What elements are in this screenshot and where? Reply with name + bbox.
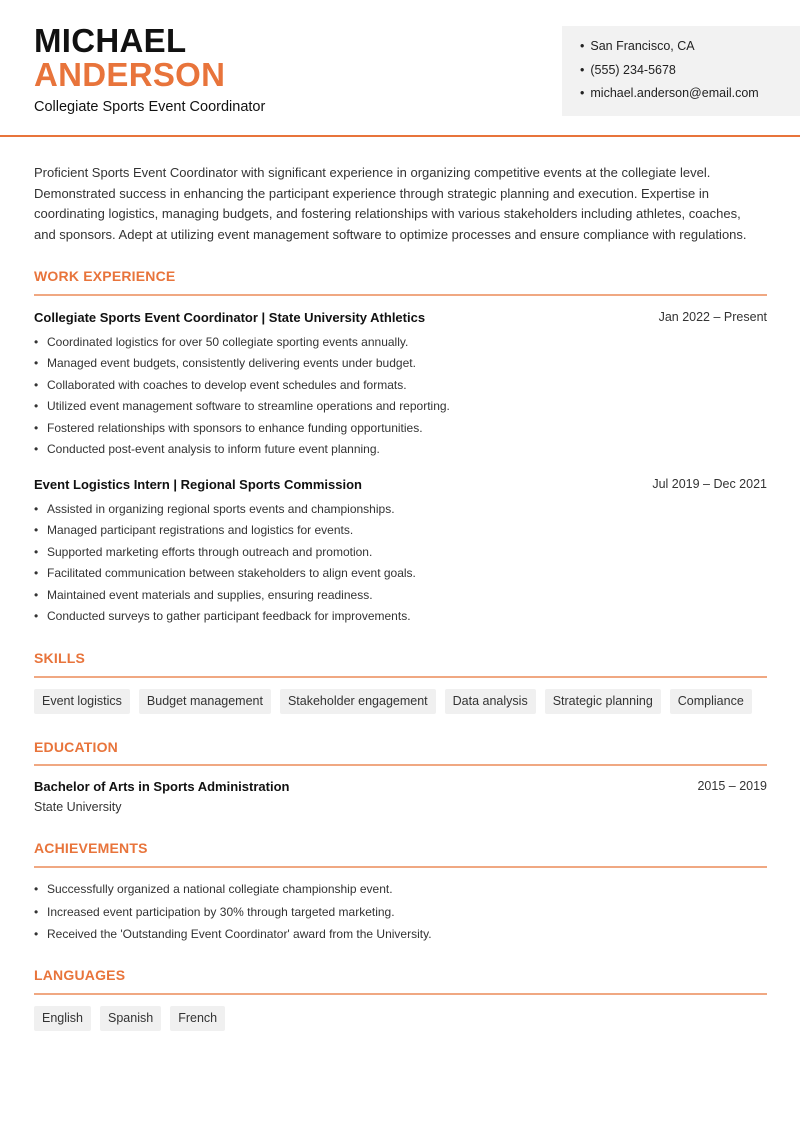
list-item: • Conducted surveys to gather participant feedback for improvements. <box>34 606 416 627</box>
education-school: State University <box>34 800 122 814</box>
section-divider <box>34 993 767 995</box>
contact-box <box>562 26 800 116</box>
skill-tag: Stakeholder engagement <box>280 689 436 714</box>
list-item: • Managed event budgets, consistently delivering events under budget. <box>34 353 450 374</box>
list-item: • Utilized event management software to streamline operations and reporting. <box>34 396 450 417</box>
job-2-title: Event Logistics Intern | Regional Sports Commission <box>34 477 362 492</box>
skill-tag: Data analysis <box>445 689 536 714</box>
list-item: • Conducted post-event analysis to inform future event planning. <box>34 439 450 460</box>
list-item: • Supported marketing efforts through outreach and promotion. <box>34 542 416 563</box>
section-divider <box>34 294 767 296</box>
section-title-languages: LANGUAGES <box>34 967 126 983</box>
job-2-dates: Jul 2019 – Dec 2021 <box>652 477 767 491</box>
education-dates: 2015 – 2019 <box>697 779 767 793</box>
list-item: • Maintained event materials and supplies, ensuring readiness. <box>34 585 416 606</box>
language-tag: English <box>34 1006 91 1031</box>
first-name: MICHAEL <box>34 22 187 59</box>
language-tag: Spanish <box>100 1006 161 1031</box>
job-title-headline: Collegiate Sports Event Coordinator <box>34 99 266 115</box>
languages-list <box>34 1006 225 1031</box>
list-item: • Coordinated logistics for over 50 collegiate sporting events annually. <box>34 332 450 353</box>
skill-tag: Budget management <box>139 689 271 714</box>
professional-summary: Proficient Sports Event Coordinator with significant experience in organizing competitive events at the collegiate level. Demonstrated success in enhancing the participant experience through strategic planning and execution. Expertise in coordinating logistics, managing budgets, and fostering relationships with various stakeholders including athletes, coaches, and sponsors. Adept at utilizing event management software to optimize processes and ensure compliance with regulations. <box>34 165 747 243</box>
education-degree: Bachelor of Arts in Sports Administration <box>34 779 290 794</box>
section-title-achievements: ACHIEVEMENTS <box>34 840 148 856</box>
list-item: • Increased event participation by 30% through targeted marketing. <box>34 901 432 924</box>
candidate-name <box>34 24 225 92</box>
resume-header <box>0 0 800 137</box>
achievements-list <box>34 878 432 946</box>
section-title-education: EDUCATION <box>34 739 118 755</box>
job-1-title: Collegiate Sports Event Coordinator | State University Athletics <box>34 310 426 325</box>
contact-phone: • (555) 234-5678 <box>580 59 800 83</box>
job-1-dates: Jan 2022 – Present <box>658 310 767 324</box>
section-title-work: WORK EXPERIENCE <box>34 268 176 284</box>
section-title-skills: SKILLS <box>34 650 85 666</box>
list-item: • Fostered relationships with sponsors to enhance funding opportunities. <box>34 418 450 439</box>
last-name: ANDERSON <box>34 56 226 93</box>
section-divider <box>34 676 767 678</box>
list-item: • Assisted in organizing regional sports events and championships. <box>34 499 416 520</box>
list-item: • Successfully organized a national collegiate championship event. <box>34 878 432 901</box>
contact-location: • San Francisco, CA <box>580 35 800 59</box>
skills-list <box>34 689 752 714</box>
section-divider <box>34 866 767 868</box>
skill-tag: Compliance <box>670 689 752 714</box>
job-2-bullets <box>34 499 416 627</box>
contact-email: • michael.anderson@email.com <box>580 82 800 106</box>
job-1-bullets <box>34 332 450 460</box>
list-item: • Collaborated with coaches to develop event schedules and formats. <box>34 375 450 396</box>
list-item: • Received the 'Outstanding Event Coordinator' award from the University. <box>34 923 432 946</box>
language-tag: French <box>170 1006 225 1031</box>
skill-tag: Strategic planning <box>545 689 661 714</box>
section-divider <box>34 764 767 766</box>
list-item: • Managed participant registrations and logistics for events. <box>34 520 416 541</box>
list-item: • Facilitated communication between stakeholders to align event goals. <box>34 563 416 584</box>
skill-tag: Event logistics <box>34 689 130 714</box>
